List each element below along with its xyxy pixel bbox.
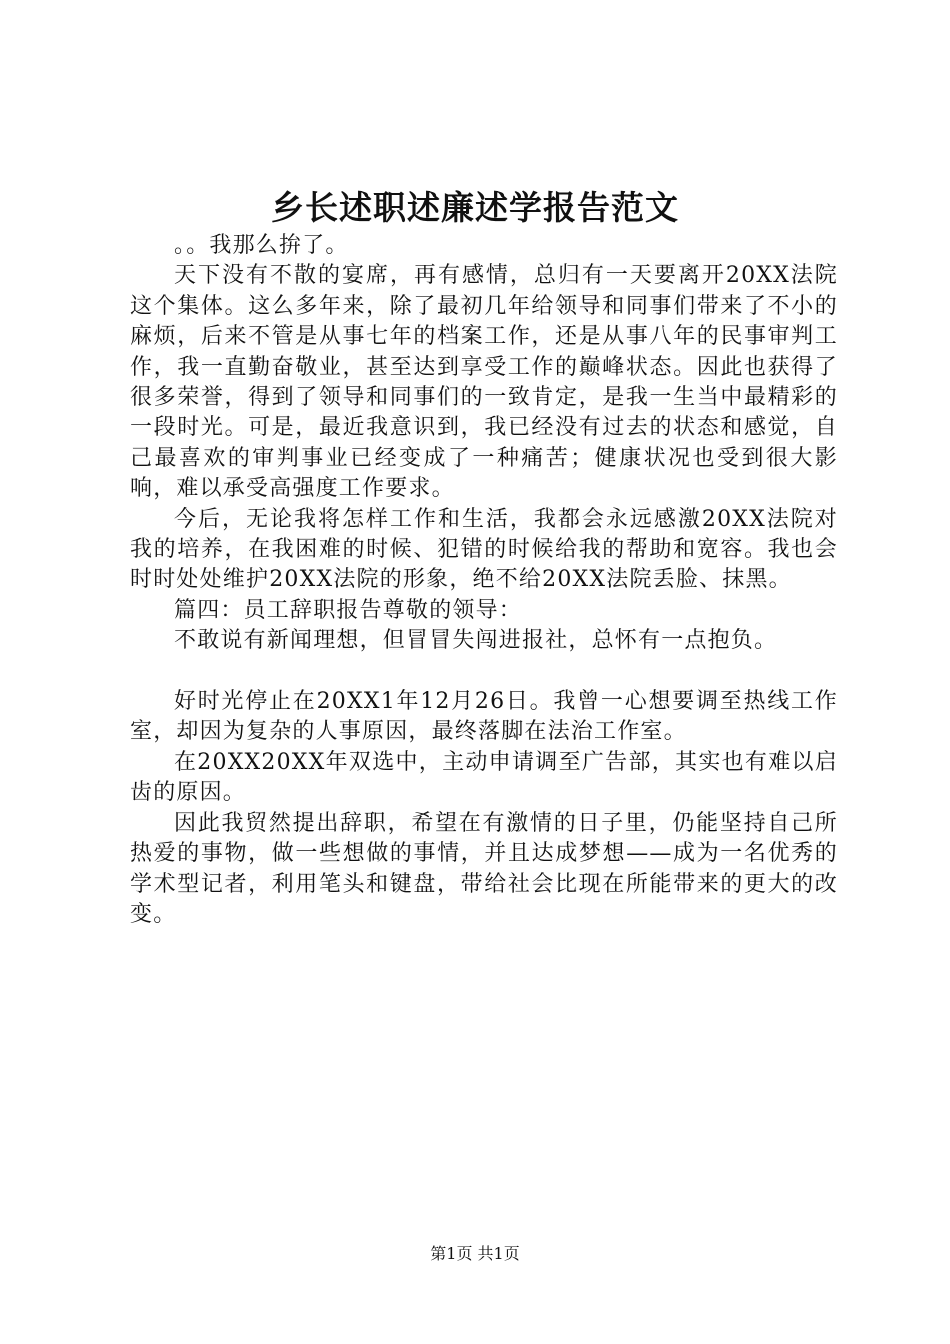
- paragraph-1: 。。我那么拚了。: [174, 233, 349, 258]
- paragraph-4: 篇四：员工辞职报告尊敬的领导：: [174, 597, 523, 623]
- paragraph-6: 好时光停止在20XX1年12月26日。我曾一心想要调至热线工作室，却因为复杂的人事原因，最终落脚在法治工作室。: [130, 689, 838, 745]
- paragraph-3: 今后，无论我将怎样工作和生活，我都会永远感激20XX法院对我的培养，在我困难的时候、犯错的时候给我的帮助和宽容。我也会时时处处维护20XX法院的形象，绝不给20XX法院丢脸、抹黑。: [130, 506, 838, 593]
- paragraph-5: 不敢说有新闻理想，但冒冒失闯进报社，总怀有一点抱负。: [174, 628, 778, 654]
- document-title: 乡长述职述廉述学报告范文: [271, 188, 679, 227]
- paragraph-2: 天下没有不散的宴席，再有感情，总归有一天要离开20XX法院这个集体。这么多年来，除了最初几年给领导和同事们带来了不小的麻烦，后来不管是从事七年的档案工作，还是从事八年的民事审判工作，我一直勤奋敬业，甚至达到享受工作的巅峰状态。因此也获得了很多荣誉，得到了领导和同事们的一致肯定，是我一生当中最精彩的一段时光。可是，最近我意识到，我已经没有过去的状态和感觉，自己最喜欢的审判事业已经变成了一种痛苦；健康状况也受到很大影响，难以承受高强度工作要求。: [130, 263, 838, 502]
- blank-line: [130, 657, 838, 687]
- document-body: [130, 231, 838, 930]
- page-footer: 第1页 共1页: [430, 1244, 520, 1263]
- paragraph-7: 在20XX20XX年双选中，主动申请调至广告部，其实也有难以启齿的原因。: [130, 749, 838, 806]
- paragraph-8: 因此我贸然提出辞职，希望在有激情的日子里，仍能坚持自己所热爱的事物，做一些想做的事情，并且达成梦想——成为一名优秀的学术型记者，利用笔头和键盘，带给社会比现在所能带来的更大的改变。: [130, 810, 838, 927]
